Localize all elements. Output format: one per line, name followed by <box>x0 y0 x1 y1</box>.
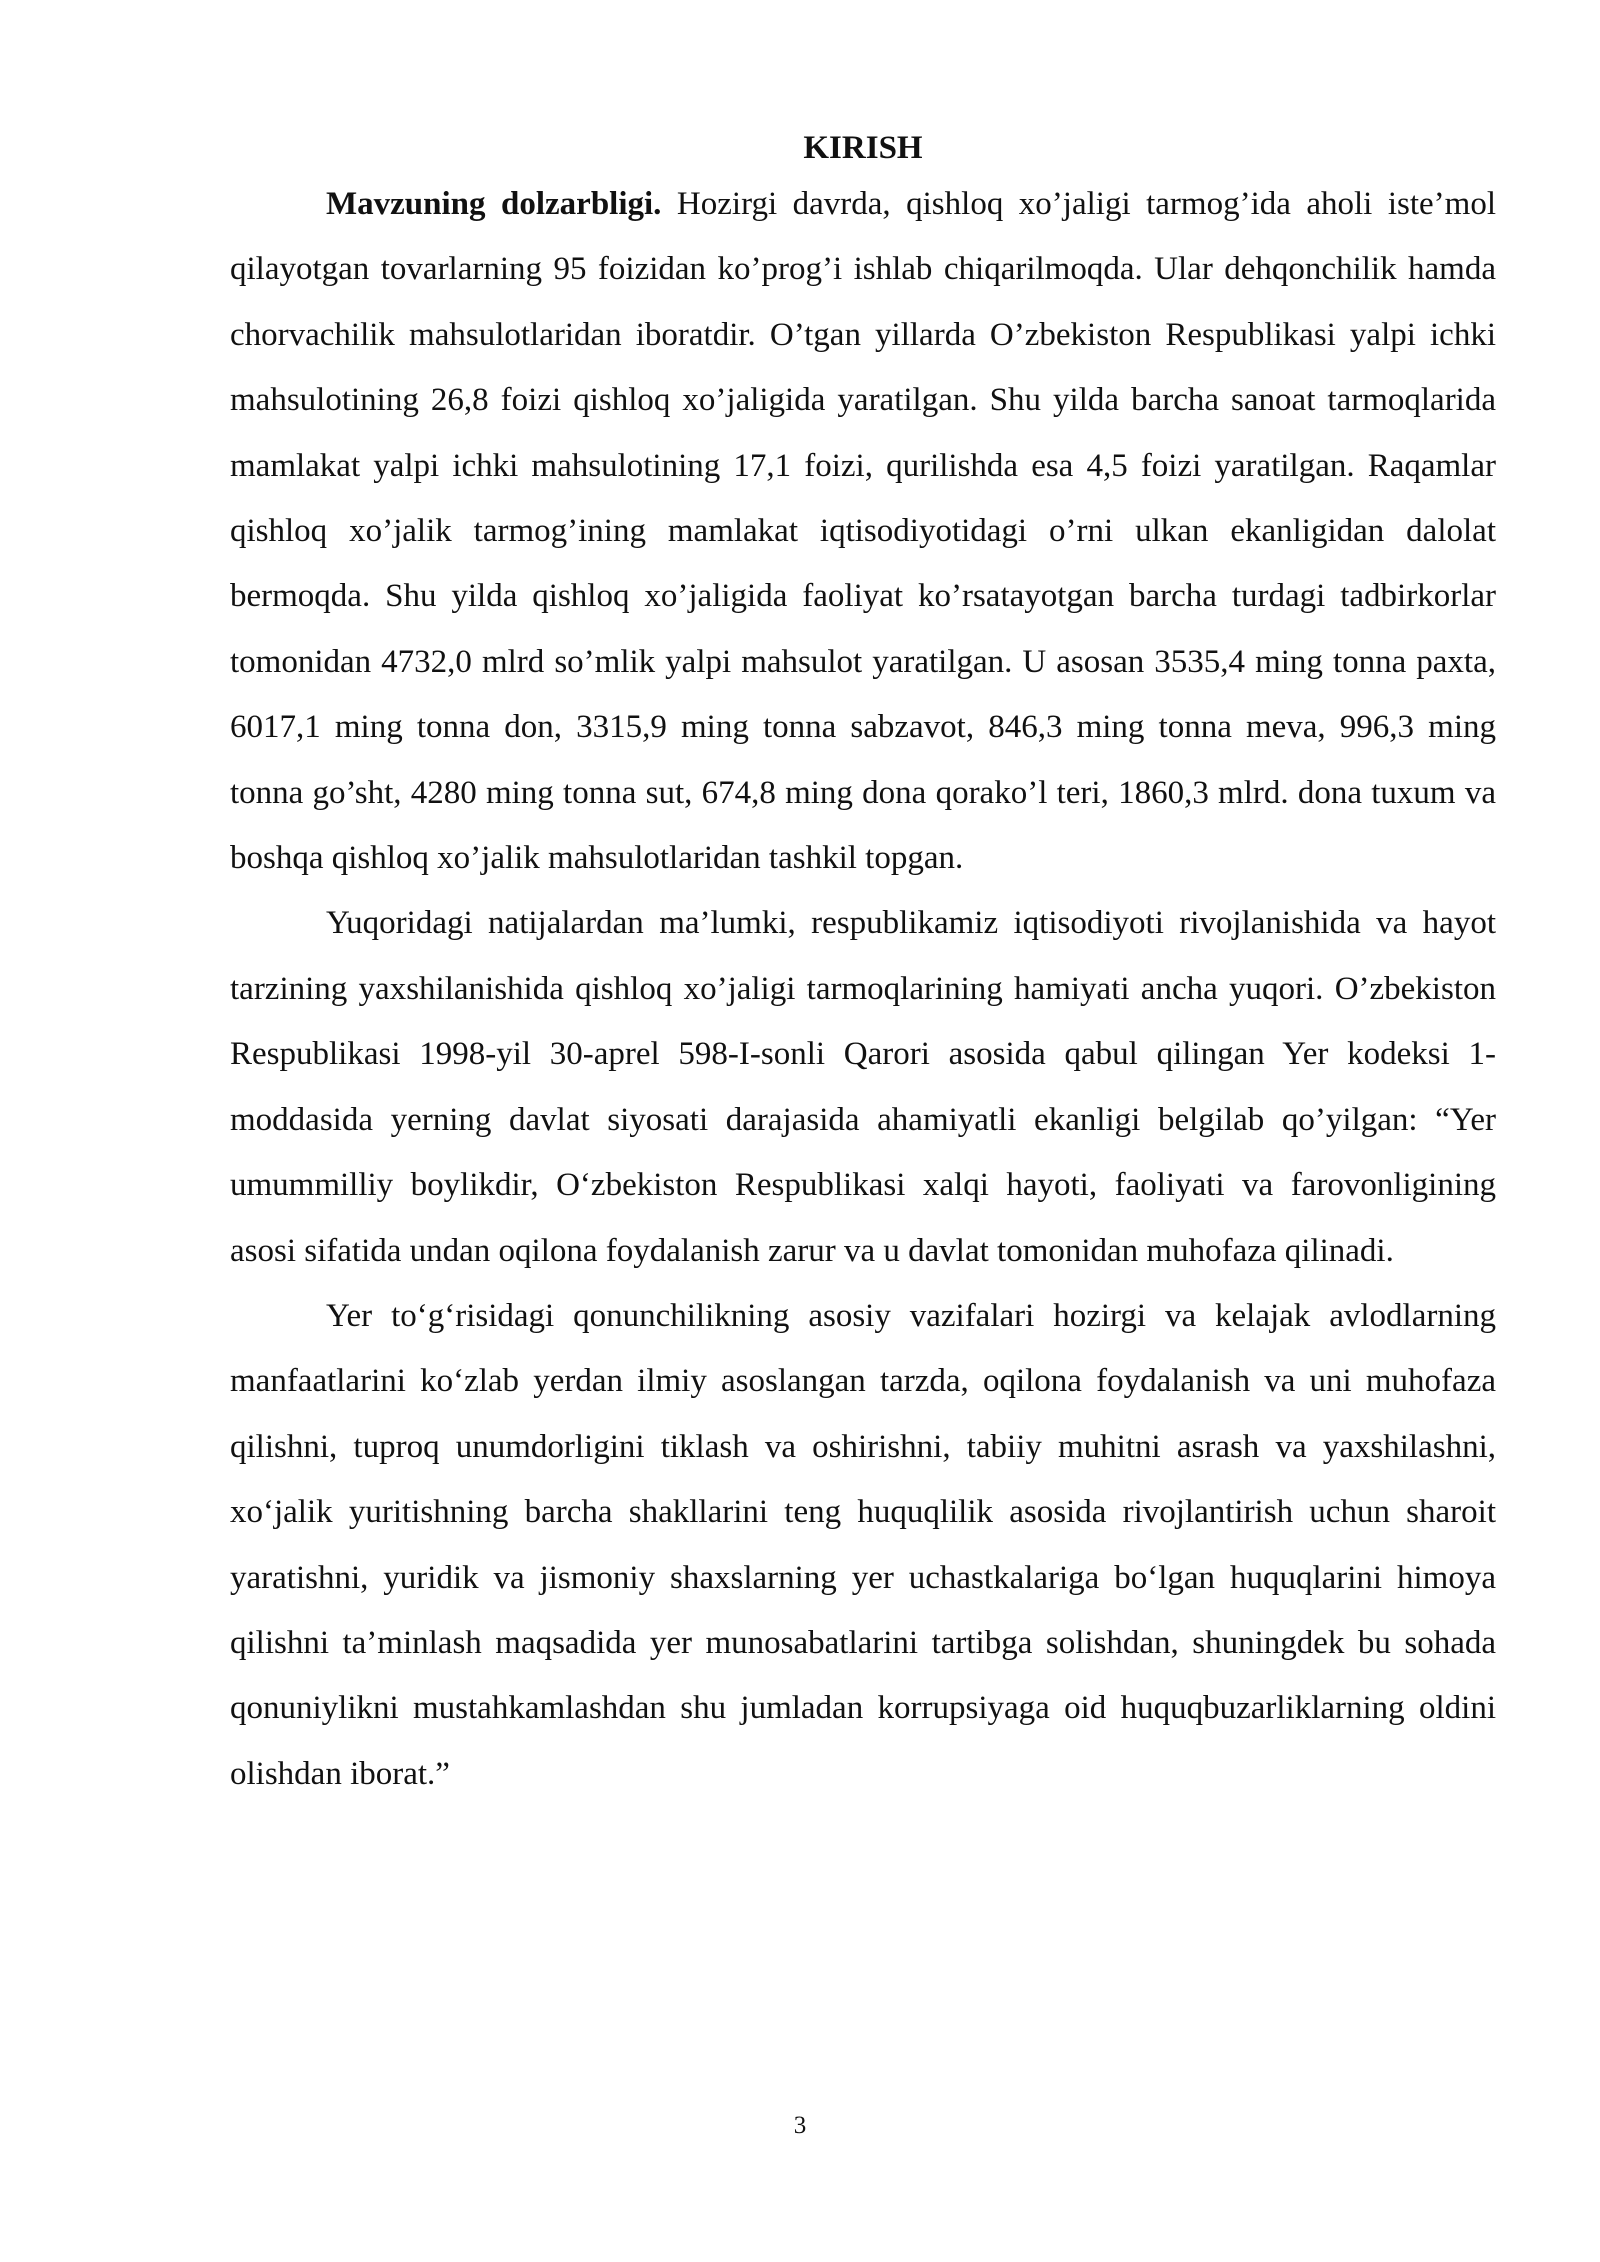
paragraph-relevance <box>230 172 1496 891</box>
paragraph-results: Yuqoridagi natijalardan ma’lumki, respublikamiz iqtisodiyoti rivojlanishida va hayot tarzining yaxshilanishida qishloq xo’jaligi tarmoqlarining hamiyati ancha yuqori. O’zbekiston Respublikasi 1998-yil 30-aprel 598-I-sonli Qarori asosida qabul qilingan Yer kodeksi 1-moddasida yerning davlat siyosati darajasida ahamiyatli ekanligi belgilab qo’yilgan: “Yer umummilliy boylikdir, O‘zbekiston Respublikasi xalqi hayoti, faoliyati va farovonligining asosi sifatida undan oqilona foydalanish zarur va u davlat tomonidan muhofaza qilinadi. <box>230 905 1496 1269</box>
paragraph-text: Hozirgi davrda, qishloq xo’jaligi tarmog’ida aholi iste’mol qilayotgan tovarlarning 95 foizidan ko’prog’i ishlab chiqarilmoqda. Ular dehqonchilik hamda chorvachilik mahsulotlaridan iboratdir. O’tgan yillarda O’zbekiston Respublikasi yalpi ichki mahsulotining 26,8 foizi qishloq xo’jaligida yaratilgan. Shu yilda barcha sanoat tarmoqlarida mamlakat yalpi ichki mahsulotining 17,1 foizi, qurilishda esa 4,5 foizi yaratilgan. Raqamlar qishloq xo’jalik tarmog’ining mamlakat iqtisodiyotidagi o’rni ulkan ekanligidan dalolat bermoqda. Shu yilda qishloq xo’jaligida faoliyat ko’rsatayotgan barcha turdagi tadbirkorlar tomonidan 4732,0 mlrd so’mlik yalpi mahsulot yaratilgan. U asosan 3535,4 ming tonna paxta, 6017,1 ming tonna don, 3315,9 ming tonna sabzavot, 846,3 ming tonna meva, 996,3 ming tonna go’sht, 4280 ming tonna sut, 674,8 ming dona qorako’l teri, 1860,3 mlrd. dona tuxum va boshqa qishloq xo’jalik mahsulotlaridan tashkil topgan. <box>230 186 1496 877</box>
section-title: KIRISH <box>803 130 923 166</box>
paragraph-lead: Mavzuning dolzarbligi. <box>326 186 662 222</box>
document-page <box>230 128 1496 1807</box>
page-number: 3 <box>793 2112 807 2139</box>
paragraph-land-law: Yer to‘g‘risidagi qonunchilikning asosiy vazifalari hozirgi va kelajak avlodlarning manfaatlarini ko‘zlab yerdan ilmiy asoslangan tarzda, oqilona foydalanish va uni muhofaza qilishni, tuproq unumdorligini tiklash va oshirishni, tabiiy muhitni asrash va yaxshilashni, xo‘jalik yuritishning barcha shakllarini teng huquqlilik asosida rivojlantirish uchun sharoit yaratishni, yuridik va jismoniy shaxslarning yer uchastkalariga bo‘lgan huquqlarini himoya qilishni ta’minlash maqsadida yer munosabatlarini tartibga solishdan, shuningdek bu sohada qonuniylikni mustahkamlashdan shu jumladan korrupsiyaga oid huquqbuzarliklarning oldini olishdan iborat.” <box>230 1297 1496 1792</box>
